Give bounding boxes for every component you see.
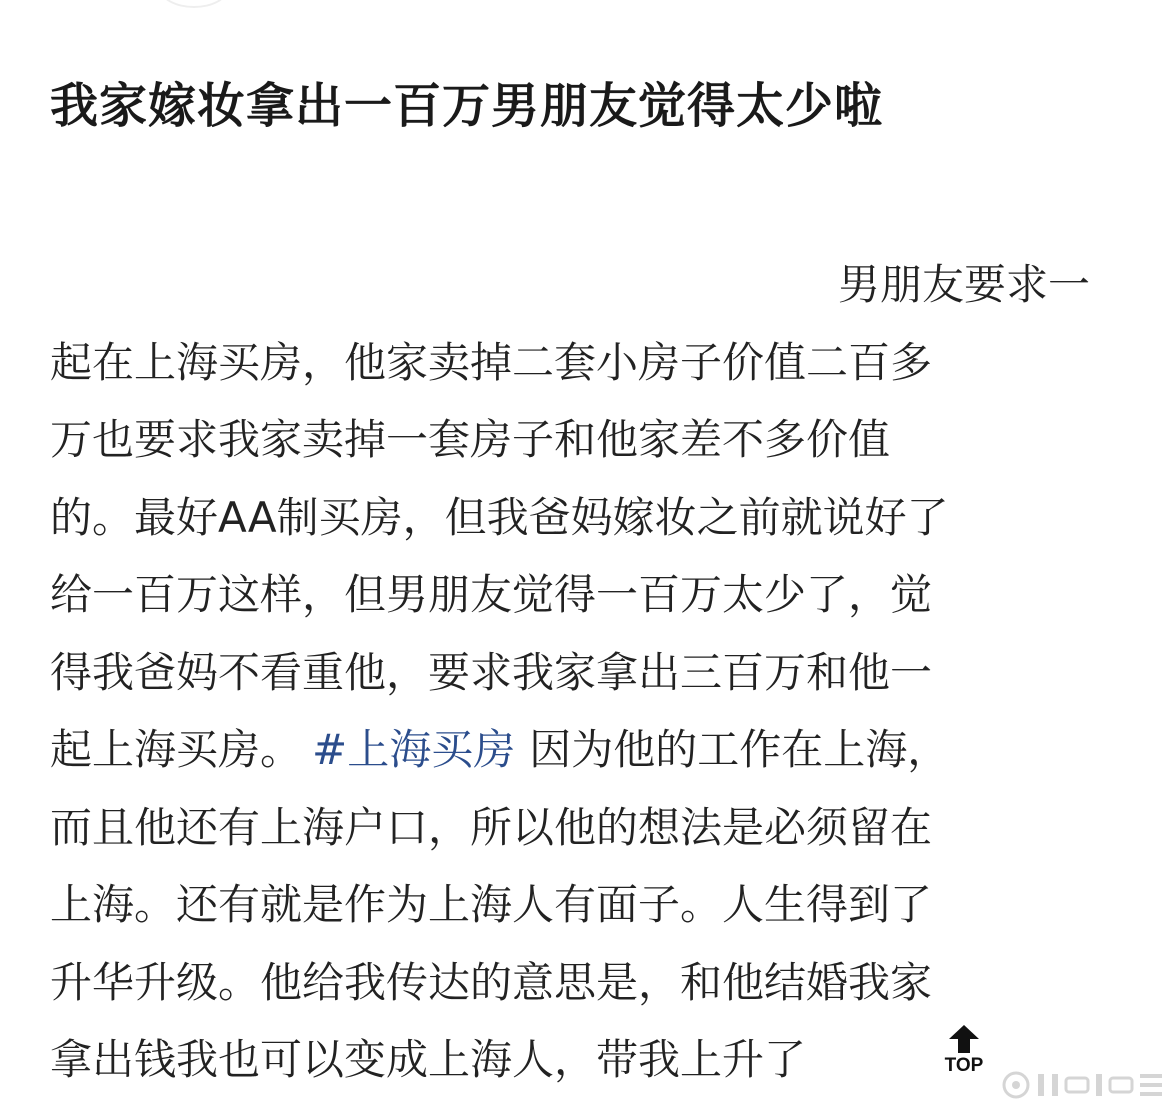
post-body bbox=[50, 246, 1110, 1099]
avatar[interactable] bbox=[160, 0, 228, 8]
post-body-line: 男朋友要求一 bbox=[837, 260, 1090, 309]
back-to-top-button[interactable] bbox=[936, 1024, 992, 1086]
arrow-up-icon bbox=[947, 1024, 981, 1054]
post-body-line: 而且他还有上海户口，所以他的想法是必须留在 bbox=[50, 802, 933, 852]
post-body-line: 的。最好AA制买房，但我爸妈嫁妆之前就说好了 bbox=[50, 492, 949, 542]
post-body-line: 升华升级。他给我传达的意思是，和他结婚我家 bbox=[50, 957, 933, 1007]
post-body-text: 因为他的工作在上海， bbox=[529, 725, 950, 774]
post-body-text: 起上海买房。 bbox=[50, 725, 303, 774]
post-body-line: 上海。还有就是作为上海人有面子。人生得到了 bbox=[50, 880, 933, 929]
post-title: 我家嫁妆拿出一百万男朋友觉得太少啦 bbox=[50, 78, 884, 134]
post-body-line: 拿出钱我也可以变成上海人，带我上升了 bbox=[50, 1035, 807, 1084]
hashtag-link[interactable]: #上海买房 bbox=[312, 725, 516, 774]
post-body-line: 起在上海买房，他家卖掉二套小房子价值二百多 bbox=[50, 337, 933, 387]
post-body-line: 给一百万这样，但男朋友觉得一百万太少了，觉 bbox=[50, 570, 933, 619]
post-body-line: 万也要求我家卖掉一套房子和他家差不多价值 bbox=[50, 415, 891, 464]
post-body-line: 得我爸妈不看重他，要求我家拿出三百万和他一 bbox=[50, 647, 933, 697]
post-body-line-with-hashtag bbox=[50, 711, 1110, 789]
weibo-watermark-icon bbox=[1000, 1068, 1166, 1102]
back-to-top-label: TOP bbox=[944, 1055, 984, 1076]
